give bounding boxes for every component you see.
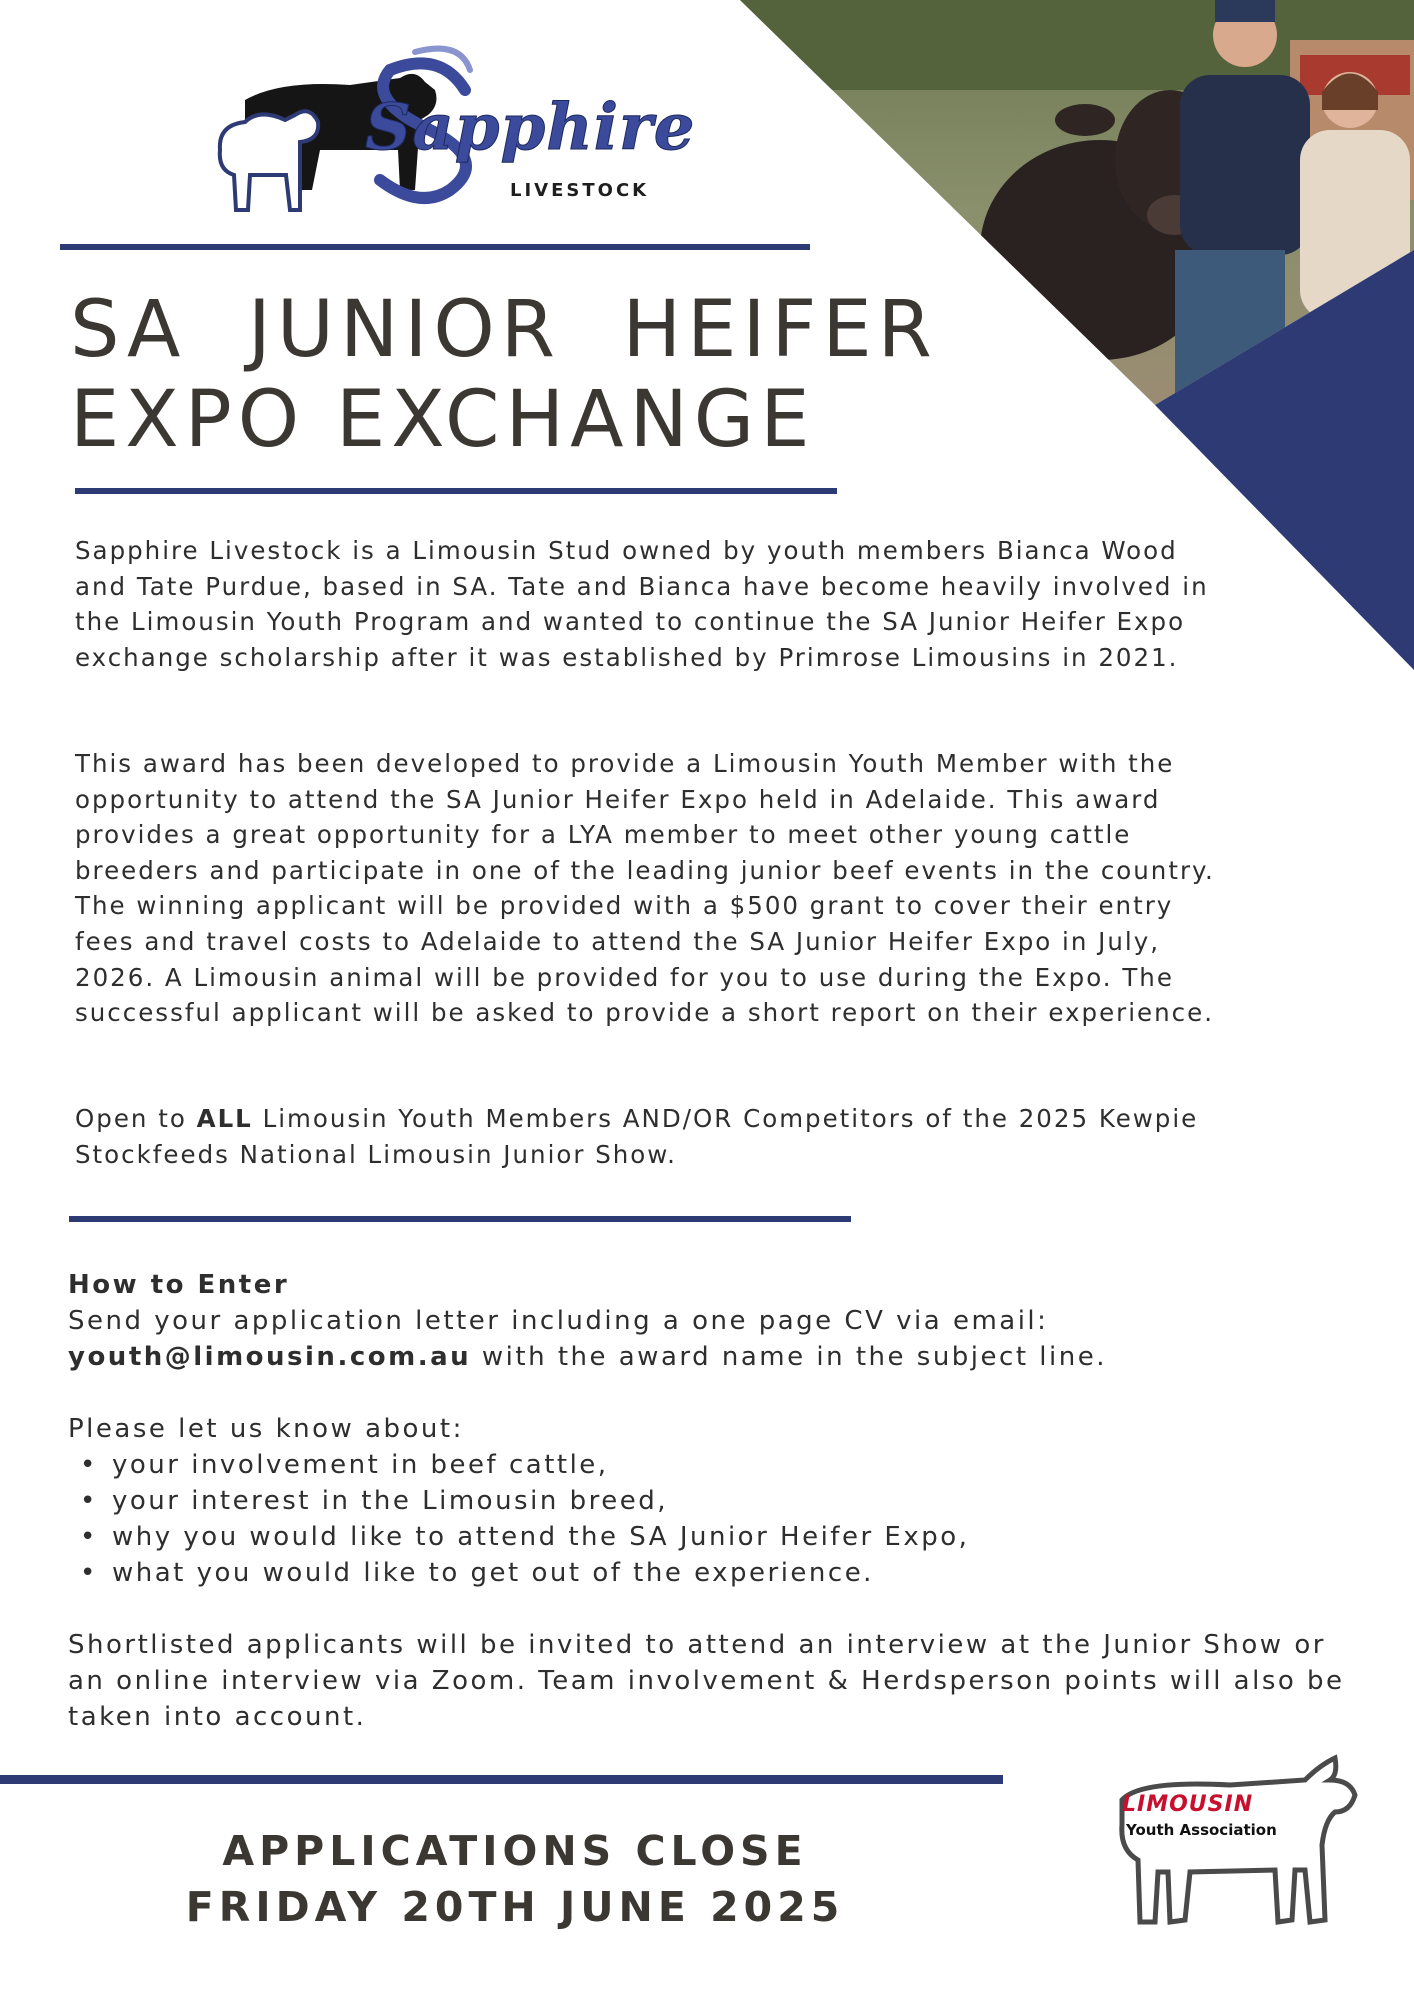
list-item: • your involvement in beef cattle, <box>68 1447 1368 1483</box>
para3-prefix: Open to <box>75 1104 197 1133</box>
title-line-1: SA JUNIOR HEIFER <box>70 285 938 375</box>
divider-top <box>60 244 810 250</box>
list-item: • why you would like to attend the SA Junior Heifer Expo, <box>68 1519 1368 1555</box>
applications-close-banner <box>110 1823 920 1935</box>
cow-outline-icon <box>1110 1750 1360 1940</box>
list-item: • what you would like to get out of the experience. <box>68 1555 1368 1591</box>
intro-paragraph-1: Sapphire Livestock is a Limousin Stud owned by youth members Bianca Wood and Tate Purdue, based in SA. Tate and Bianca have become heavily involved in the Limousin Youth Program and wanted to continue the SA Junior Heifer Expo exchange scholarship after it was established by Primrose Limousins in 2021. <box>75 536 1209 672</box>
how-to-enter-line-2 <box>68 1339 1368 1375</box>
shortlist-note: Shortlisted applicants will be invited to attend an interview at the Junior Show or an online interview via Zoom. Team involvement & Herdsperson points will also be taken into account. <box>68 1630 1345 1732</box>
email-line-suffix: with the award name in the subject line. <box>471 1342 1107 1372</box>
contact-email-link[interactable]: youth@limousin.com.au <box>68 1342 472 1372</box>
intro-paragraph-2: This award has been developed to provide a Limousin Youth Member with the opportunity to attend the SA Junior Heifer Expo held in Adelaide. This award provides a great opportunity for a LYA member to meet other young cattle breeders and participate in one of the leading junior beef events in the country. The winning applicant will be provided with a $500 grant to cover their entry fees and travel costs to Adelaide to attend the SA Junior Heifer Expo in July, 2026. A Limousin animal will be provided for you to use during the Expo. The successful applicant will be asked to provide a short report on their experience. <box>75 749 1215 1028</box>
divider-under-title <box>75 488 837 494</box>
divider-bottom <box>0 1775 1003 1784</box>
divider-middle <box>69 1216 851 1222</box>
closing-line-1: APPLICATIONS CLOSE <box>222 1827 808 1875</box>
para3-suffix: Limousin Youth Members AND/OR Competitors of the 2025 Kewpie Stockfeeds National Limousin Junior Show. <box>75 1104 1199 1169</box>
page-title <box>70 285 938 465</box>
let-us-know-label: Please let us know about: <box>68 1414 464 1444</box>
lya-logo-sub: Youth Association <box>1126 1821 1277 1839</box>
title-line-2: EXPO EXCHANGE <box>70 375 816 465</box>
how-to-enter-section <box>68 1267 1368 1735</box>
list-item: • your interest in the Limousin breed, <box>68 1483 1368 1519</box>
para3-bold: ALL <box>196 1104 253 1133</box>
lya-logo <box>1110 1750 1360 1940</box>
intro-paragraph-3 <box>75 1101 1235 1172</box>
logo-subtitle-text: LIVESTOCK <box>510 180 650 201</box>
sapphire-logo <box>200 30 696 220</box>
logo-brand-text: Sapphire <box>365 90 696 165</box>
closing-line-2: FRIDAY 20TH JUNE 2025 <box>185 1883 845 1931</box>
how-to-enter-line-1: Send your application letter including a one page CV via email: <box>68 1306 1049 1336</box>
requirements-list <box>68 1447 1368 1591</box>
how-to-enter-heading: How to Enter <box>68 1270 290 1300</box>
lya-logo-word: LIMOUSIN <box>1122 1792 1254 1817</box>
